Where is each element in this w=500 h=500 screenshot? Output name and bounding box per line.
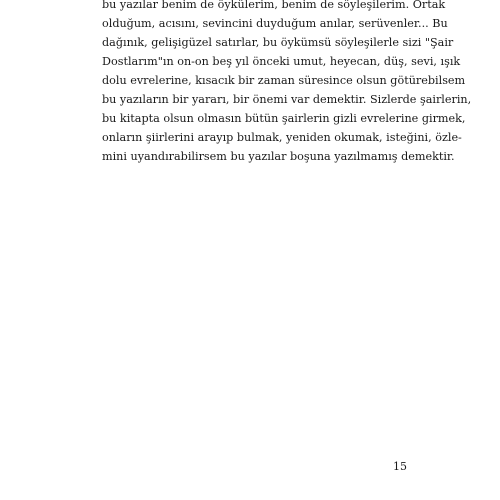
paragraph-line: dağınık, gelişigüzel satırlar, bu öykümsü söyleşilerle sizi "Şair xyxy=(102,36,454,49)
paragraph-line: bu yazıların bir yararı, bir önemi var demektir. Sizlerde şairlerin, xyxy=(102,93,472,106)
paragraph-line: olduğum, acısını, sevincini duyduğum anılar, serüvenler... Bu xyxy=(102,17,448,30)
paragraph-line: Dostlarım"ın on-on beş yıl önceki umut, heyecan, düş, sevi, ışık xyxy=(102,55,461,68)
body-paragraph xyxy=(102,0,472,166)
page-number: 15 xyxy=(393,460,407,473)
paragraph-line: dolu evrelerine, kısacık bir zaman süresince olsun götürebilsem xyxy=(102,74,466,87)
paragraph-line: mini uyandırabilirsem bu yazılar boşuna yazılmamış demektir. xyxy=(102,150,455,163)
paragraph-line: bu yazılar benim de öykülerim, benim de söyleşilerim. Ortak xyxy=(102,0,446,11)
paragraph-line: bu kitapta olsun olmasın bütün şairlerin gizli evrelerine girmek, xyxy=(102,112,466,125)
paragraph-line: onların şiirlerini arayıp bulmak, yeniden okumak, isteğini, özle- xyxy=(102,131,462,144)
